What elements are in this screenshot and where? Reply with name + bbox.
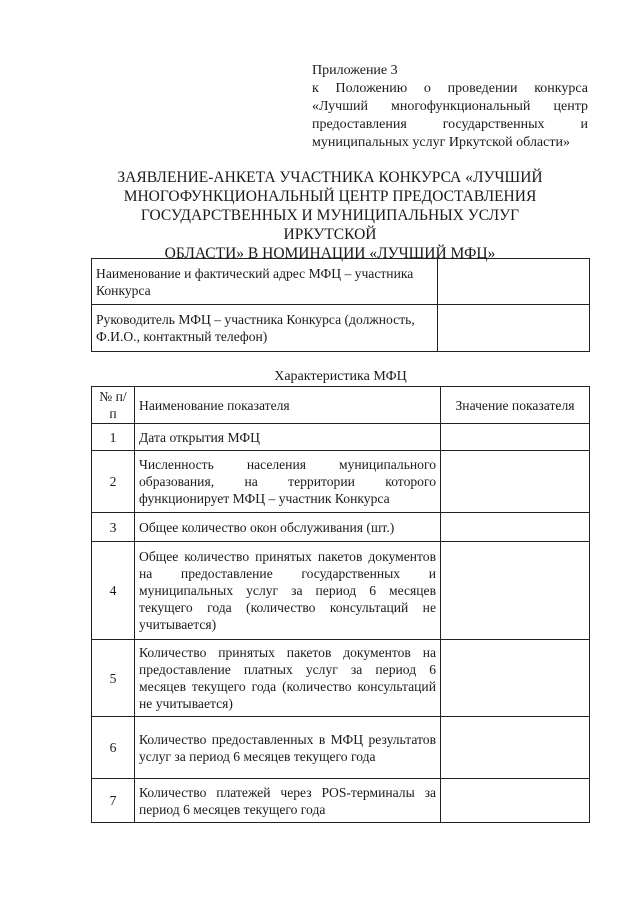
row-number: 1 bbox=[92, 424, 135, 451]
indicator-value[interactable] bbox=[441, 640, 590, 717]
table-row bbox=[92, 513, 590, 542]
table-row bbox=[92, 451, 590, 513]
table-row bbox=[92, 717, 590, 779]
table-row bbox=[92, 424, 590, 451]
table-row bbox=[92, 640, 590, 717]
participant-info-table bbox=[91, 258, 590, 352]
title-line: МНОГОФУНКЦИОНАЛЬНЫЙ ЦЕНТР ПРЕДОСТАВЛЕНИЯ bbox=[123, 188, 537, 205]
metrics-table bbox=[91, 386, 590, 823]
metrics-subtitle: Характеристика МФЦ bbox=[274, 369, 407, 384]
header-indicator-value: Значение показателя bbox=[441, 387, 590, 424]
mfc-name-address-label: Наименование и фактический адрес МФЦ – участника Конкурса bbox=[92, 259, 438, 305]
indicator-name: Численность населения муниципального образования, на территории которого функционирует МФЦ – участник Конкурса bbox=[135, 451, 441, 513]
header-indicator-name: Наименование показателя bbox=[135, 387, 441, 424]
row-number: 4 bbox=[92, 542, 135, 640]
indicator-value[interactable] bbox=[441, 451, 590, 513]
indicator-name: Общее количество окон обслуживания (шт.) bbox=[135, 513, 441, 542]
document-title bbox=[95, 168, 565, 263]
indicator-value[interactable] bbox=[441, 424, 590, 451]
header-number: № п/п bbox=[92, 387, 135, 424]
mfc-head-label: Руководитель МФЦ – участника Конкурса (должность, Ф.И.О., контактный телефон) bbox=[92, 305, 438, 352]
appendix-line: «Лучший многофункциональный центр bbox=[312, 99, 588, 114]
title-line: ЗАЯВЛЕНИЕ-АНКЕТА УЧАСТНИКА КОНКУРСА «ЛУЧШИЙ bbox=[117, 169, 543, 186]
appendix-line: муниципальных услуг Иркутской области» bbox=[312, 135, 570, 150]
indicator-name: Количество предоставленных в МФЦ результатов услуг за период 6 месяцев текущего года bbox=[135, 717, 441, 779]
appendix-line: Приложение 3 bbox=[312, 63, 398, 78]
appendix-line: предоставления государственных и bbox=[312, 117, 588, 132]
table-row bbox=[92, 259, 590, 305]
row-number: 5 bbox=[92, 640, 135, 717]
mfc-head-value[interactable] bbox=[437, 305, 589, 352]
indicator-value[interactable] bbox=[441, 779, 590, 823]
appendix-reference bbox=[312, 62, 588, 152]
indicator-name: Дата открытия МФЦ bbox=[135, 424, 441, 451]
indicator-name: Количество принятых пакетов документов на предоставление платных услуг за период 6 месяцев текущего года (количество консультаций не учитывается) bbox=[135, 640, 441, 717]
table-row bbox=[92, 305, 590, 352]
appendix-line: к Положению о проведении конкурса bbox=[312, 81, 588, 96]
indicator-name: Количество платежей через POS-терминалы за период 6 месяцев текущего года bbox=[135, 779, 441, 823]
indicator-value[interactable] bbox=[441, 717, 590, 779]
title-line: ОБЛАСТИ» В НОМИНАЦИИ «ЛУЧШИЙ МФЦ» bbox=[164, 245, 496, 262]
row-number: 2 bbox=[92, 451, 135, 513]
row-number: 7 bbox=[92, 779, 135, 823]
indicator-value[interactable] bbox=[441, 513, 590, 542]
table-header-row bbox=[92, 387, 590, 424]
row-number: 3 bbox=[92, 513, 135, 542]
title-line: ГОСУДАРСТВЕННЫХ И МУНИЦИПАЛЬНЫХ УСЛУГ ИРКУТСКОЙ bbox=[140, 207, 520, 243]
indicator-value[interactable] bbox=[441, 542, 590, 640]
row-number: 6 bbox=[92, 717, 135, 779]
table-row bbox=[92, 779, 590, 823]
mfc-name-address-value[interactable] bbox=[437, 259, 589, 305]
indicator-name: Общее количество принятых пакетов документов на предоставление государственных и муниципальных услуг за период 6 месяцев текущего года (количество консультаций не учитывается) bbox=[135, 542, 441, 640]
table-row bbox=[92, 542, 590, 640]
